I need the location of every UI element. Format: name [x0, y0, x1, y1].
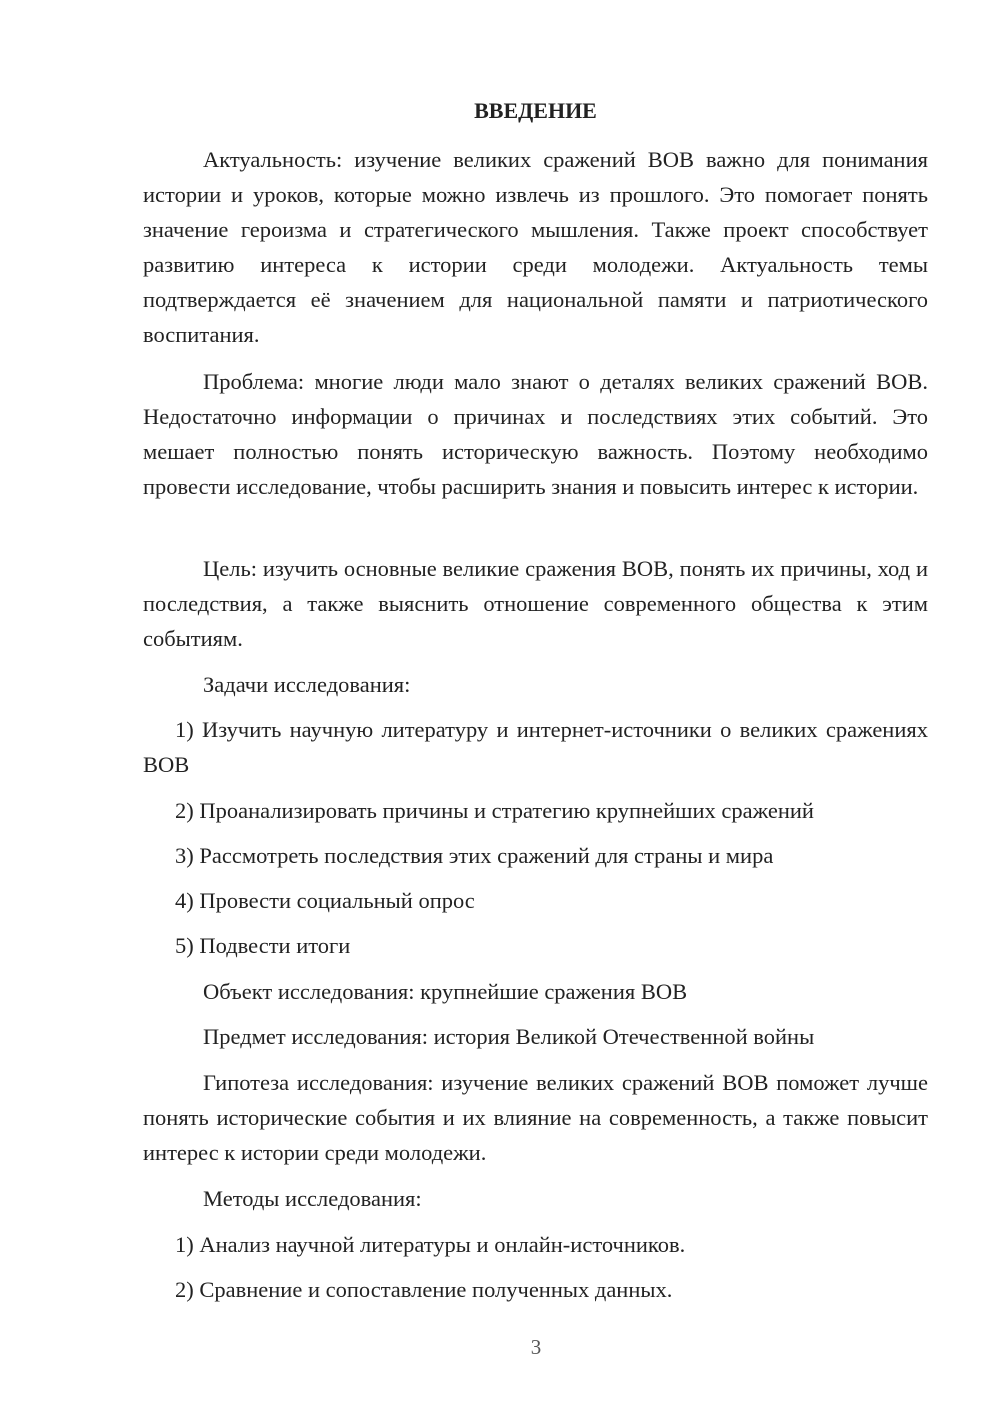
method-item-2: 2) Сравнение и сопоставление полученных данных.	[175, 1277, 673, 1302]
method-item-1: 1) Анализ научной литературы и онлайн-источников.	[175, 1232, 686, 1257]
task-item-4: 4) Провести социальный опрос	[175, 888, 475, 913]
tasks-heading: Задачи исследования:	[203, 672, 411, 697]
task-item-2: 2) Проанализировать причины и стратегию крупнейших сражений	[175, 798, 814, 823]
object-line: Объект исследования: крупнейшие сражения ВОВ	[203, 979, 688, 1004]
task-item-3: 3) Рассмотреть последствия этих сражений для страны и мира	[175, 843, 774, 868]
hypothesis-paragraph: Гипотеза исследования: изучение великих сражений ВОВ поможет лучше понять исторические события и их влияние на современность, а также повысит интерес к истории среди молодежи.	[143, 1070, 928, 1165]
problem-paragraph: Проблема: многие люди мало знают о деталях великих сражений ВОВ. Недостаточно информации о причинах и последствиях этих событий. Это мешает полностью понять историческую важность. Поэтому необходимо провести исследование, чтобы расширить знания и повысить интерес к истории.	[143, 369, 928, 499]
methods-heading: Методы исследования:	[203, 1186, 422, 1211]
page-number: 3	[530, 1335, 542, 1359]
subject-line: Предмет исследования: история Великой Отечественной войны	[203, 1024, 815, 1049]
goal-paragraph: Цель: изучить основные великие сражения ВОВ, понять их причины, ход и последствия, а также выяснить отношение современного общества к этим событиям.	[143, 556, 928, 651]
page-title: ВВЕДЕНИЕ	[474, 98, 597, 123]
task-item-5: 5) Подвести итоги	[175, 933, 351, 958]
relevance-paragraph: Актуальность: изучение великих сражений ВОВ важно для понимания истории и уроков, которые можно извлечь из прошлого. Это помогает понять значение героизма и стратегического мышления. Также проект способствует развитию интереса к истории среди молодежи. Актуальность темы подтверждается её значением для национальной памяти и патриотического воспитания.	[143, 147, 928, 347]
task-item-1: 1) Изучить научную литературу и интернет-источники о великих сражениях ВОВ	[143, 717, 928, 777]
